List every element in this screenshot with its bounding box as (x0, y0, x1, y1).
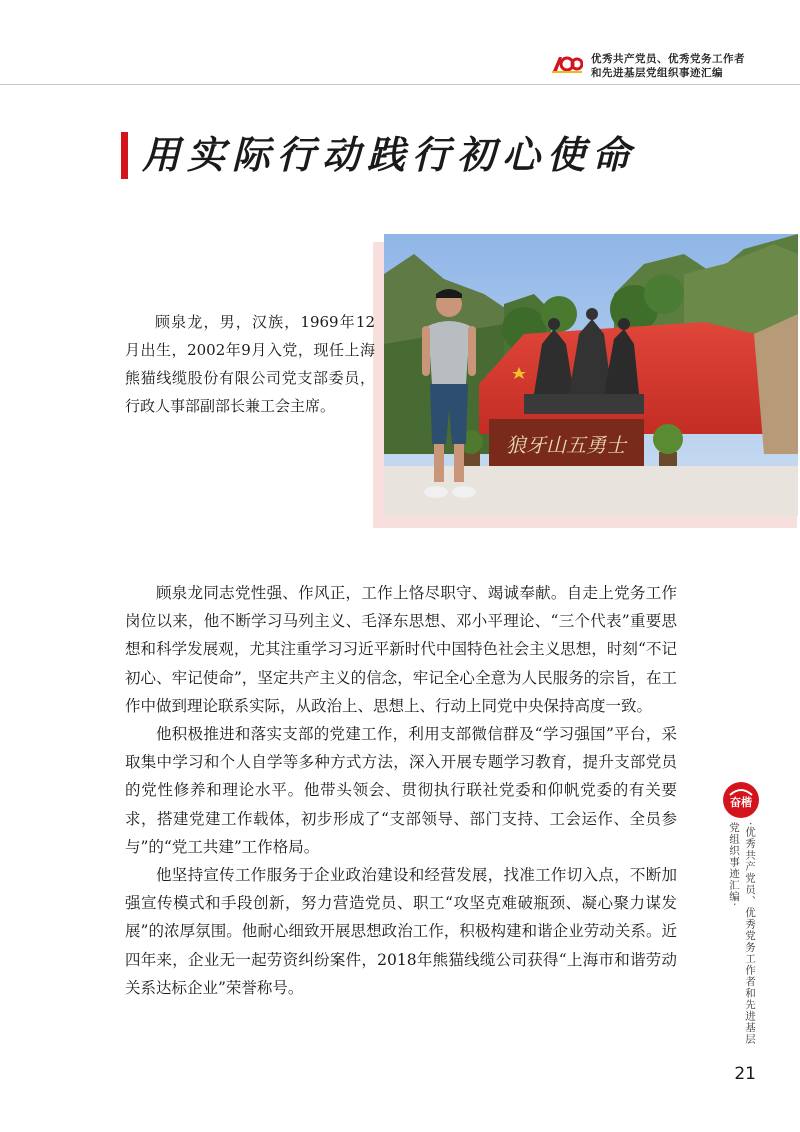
header-line-1: 优秀共产党员、优秀党务工作者 (591, 53, 745, 65)
seal-text: 奋楷 (730, 796, 752, 809)
body-paragraph-1: 顾泉龙同志党性强、作风正，工作上恪尽职守、竭诚奉献。自走上党务工作岗位以来，他不断学习马列主义、毛泽东思想、邓小平理论、“三个代表”重要思想和科学发展观，尤其注重学习习近平新时代中国特色社会主义思想，时刻“不记初心、牢记使命”，坚定共产主义的信念，牢记全心全意为人民服务的宗旨，在工作中做到理论联系实际，从政治上、思想上、行动上同党中央保持高度一致。 (125, 584, 677, 715)
header-line-2: 和先进基层党组织事迹汇编 (591, 67, 723, 79)
person-bio (125, 308, 375, 420)
article-body (125, 579, 677, 1002)
portrait-photo (384, 234, 798, 516)
article-title: 用实际行动践行初心使命 (142, 132, 638, 177)
header-divider (0, 84, 800, 85)
page-number: 21 (734, 1064, 756, 1084)
header-series-title (591, 52, 791, 80)
body-paragraph-2: 他积极推进和落实支部的党建工作，利用支部微信群及“学习强国”平台，采取集中学习和个人自学等多种方式方法，深入开展专题学习教育，提升支部党员的党性修养和理论水平。他带头领会、贯彻执行联社党委和仰帆党委的有关要求，搭建党建工作载体，初步形成了“支部领导、部门支持、工会运作、全员参与”的“党工共建”工作格局。 (125, 725, 677, 856)
stone-inscription: 狼牙山五勇士 (506, 433, 626, 457)
body-paragraph-3: 他坚持宣传工作服务于企业政治建设和经营发展，找准工作切入点，不断加强宣传模式和手段创新，努力营造党员、职工“攻坚克难破瓶颈、凝心聚力谋发展”的浓厚氛围。他耐心细致开展思想政治工作，积极构建和谐企业劳动关系。近四年来，企业无一起劳资纠纷案件，2018年熊猫线缆公司获得“上海市和谐劳动关系达标企业”荣誉称号。 (125, 866, 677, 997)
side-series-title: ·优秀共产党员、优秀党务工作者和先进基层党组织事迹汇编· (728, 822, 756, 1045)
bio-paragraph: 顾泉龙，男，汉族，1969年12月出生，2002年9月入党，现任上海熊猫线缆股份有限公司党支部委员，行政人事部副部长兼工会主席。 (125, 313, 375, 415)
party-centenary-logo-icon (551, 54, 583, 74)
red-seal-icon (722, 781, 760, 819)
title-accent-bar (121, 132, 128, 179)
